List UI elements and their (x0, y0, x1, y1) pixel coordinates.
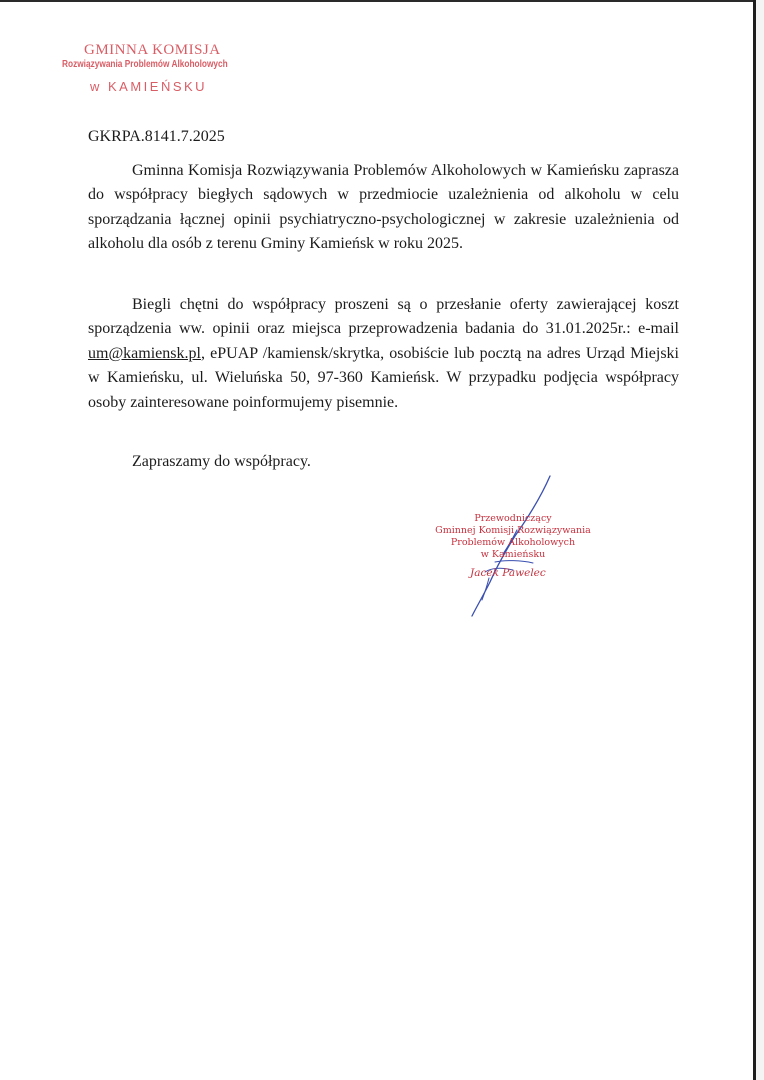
stamp-line-3: w KAMIEŃSKU (90, 79, 208, 94)
chairman-name: Jacek Pawelec (470, 567, 546, 579)
reference-number: GKRPA.8141.7.2025 (88, 128, 225, 145)
scan-right-shadow (756, 0, 764, 1080)
offer-paragraph (88, 293, 679, 415)
chairman-stamp (418, 513, 608, 561)
paragraph-2-text-before: Biegli chętni do współpracy proszeni są o przesłanie oferty zawierającej koszt sporządzenia ww. opinii oraz miejsca przeprowadzenia badania do 31.01.2025r.: e-mail (88, 296, 679, 338)
scan-top-edge (0, 0, 764, 2)
chairman-problems: Problemów Alkoholowych (450, 537, 576, 548)
chairman-title: Przewodniczący (474, 513, 552, 524)
stamp-line-2: Rozwiązywania Problemów Alkoholowych (62, 59, 228, 70)
paragraph-1-text: Gminna Komisja Rozwiązywania Problemów Alkoholowych w Kamieńsku zaprasza do współpracy biegłych sądowych w przedmiocie uzależnienia od alkoholu w celu sporządzania łącznej opinii psychiatryczno-psychologicznej w zakresie uzależnienia od alkoholu dla osób z terenu Gminy Kamieńsk w roku 2025. (88, 162, 679, 253)
stamp-line-1: GMINNA KOMISJA (84, 42, 221, 58)
closing-line: Zapraszamy do współpracy. (132, 453, 311, 470)
chairman-location: w Kamieńsku (480, 549, 546, 560)
chairman-commission: Gminnej Komisji Rozwiązywania (435, 525, 591, 536)
paragraph-2-text-after: , ePUAP /kamiensk/skrytka, osobiście lub pocztą na adres Urząd Miejski w Kamieńsku, ul. Wieluńska 50, 97-360 Kamieńsk. W przypadku podjęcia współpracy osoby zainteresowane poinformujemy pisemnie. (88, 344, 679, 411)
invitation-paragraph (88, 159, 679, 257)
email-link[interactable]: um@kamiensk.pl (88, 344, 201, 362)
